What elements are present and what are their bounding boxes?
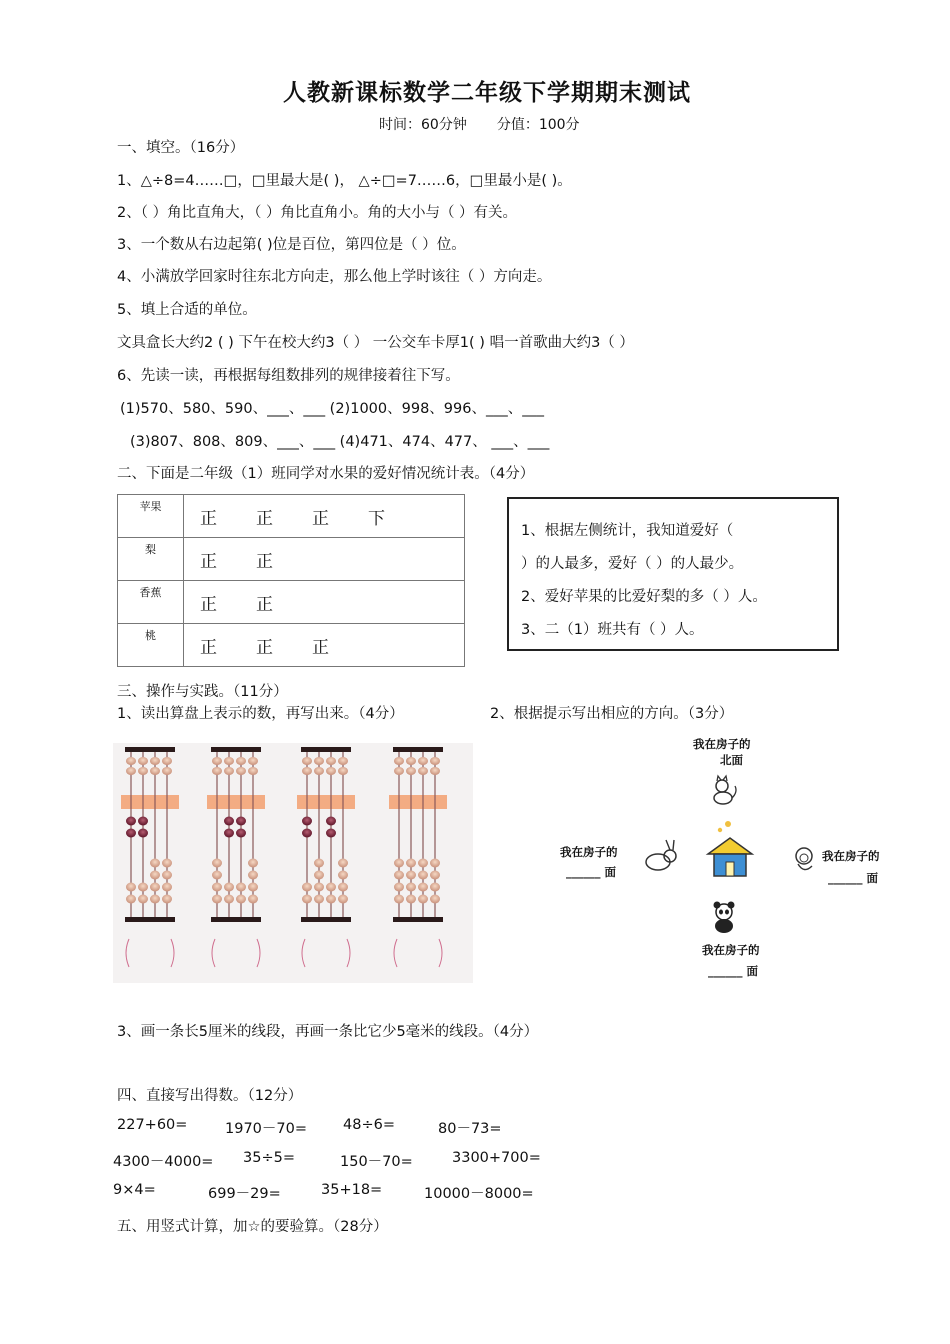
abacus <box>389 747 447 967</box>
north-label-1: 我在房子的 <box>693 737 751 751</box>
box-line-2: ）的人最多，爱好（ ）的人最少。 <box>521 556 744 572</box>
fruit-name: 梨 <box>118 538 184 581</box>
question-3-2: 2、根据提示写出相应的方向。（3分） <box>490 706 734 722</box>
question-1-6-b: (3)807、808、809、___、___ (4)471、474、477、 ___、___ <box>130 434 550 450</box>
sparkle-icon <box>718 821 731 832</box>
tally: 正 <box>200 551 217 572</box>
question-1-6: 6、先读一读，再根据每组数排列的规律接着往下写。 <box>117 368 460 384</box>
calc-cell: 1970－70= <box>225 1121 308 1137</box>
statistics-questions-box <box>507 497 839 651</box>
tally: 正 <box>200 637 217 658</box>
tally: 正 <box>200 508 217 529</box>
east-label-2: ______ 面 <box>828 871 879 885</box>
panda-icon <box>714 902 735 934</box>
page-title: 人教新课标数学二年级下学期期末测试 <box>283 80 691 106</box>
section4-heading: 四、直接写出得数。（12分） <box>117 1088 303 1104</box>
question-1-4: 4、小满放学回家时往东北方向走，那么他上学时该往（ ）方向走。 <box>117 269 552 285</box>
exam-time: 时间：60分钟 <box>379 117 467 133</box>
question-3-1: 1、读出算盘上表示的数，再写出来。（4分） <box>117 706 404 722</box>
table-row <box>118 581 465 624</box>
box-line-3: 2、爱好苹果的比爱好梨的多（ ）人。 <box>521 589 767 605</box>
calc-cell: 699－29= <box>208 1186 281 1202</box>
abacus <box>121 747 179 967</box>
tally: 正 <box>256 508 273 529</box>
calc-cell: 35+18= <box>321 1182 383 1198</box>
fruit-name: 苹果 <box>118 495 184 538</box>
table-row <box>118 538 465 581</box>
calc-cell: 80－73= <box>438 1121 502 1137</box>
south-label-2: ______ 面 <box>708 964 759 978</box>
fruit-name: 香蕉 <box>118 581 184 624</box>
tally: 正 <box>312 637 329 658</box>
tally-marks <box>184 538 465 581</box>
fruit-tally-table <box>117 494 465 667</box>
tally: 正 <box>256 551 273 572</box>
section3-heading: 三、操作与实践。（11分） <box>117 684 288 700</box>
calc-cell: 48÷6= <box>343 1117 395 1133</box>
direction-diagram <box>540 730 910 990</box>
section1-heading: 一、填空。（16分） <box>117 140 245 156</box>
west-label-2: ______ 面 <box>566 865 617 879</box>
calc-cell: 227+60= <box>117 1117 188 1133</box>
section2-heading: 二、下面是二年级（1）班同学对水果的爱好情况统计表。（4分） <box>117 466 535 482</box>
calc-cell: 3300+700= <box>452 1150 541 1166</box>
west-label-1: 我在房子的 <box>560 845 618 859</box>
question-1-3: 3、一个数从右边起第( )位是百位，第四位是（ ）位。 <box>117 237 466 253</box>
calc-cell: 150－70= <box>340 1154 413 1170</box>
abacus-images <box>113 743 473 983</box>
east-label-1: 我在房子的 <box>822 849 880 863</box>
tally: 正 <box>312 508 329 529</box>
table-row <box>118 624 465 667</box>
abacus <box>207 747 265 967</box>
calc-cell: 4300－4000= <box>113 1154 214 1170</box>
question-1-2: 2、（ ）角比直角大，（ ）角比直角小。角的大小与（ ）有关。 <box>117 205 518 221</box>
house-icon <box>708 838 752 876</box>
calc-cell: 10000－8000= <box>424 1186 534 1202</box>
tally: 正 <box>256 637 273 658</box>
question-1-5-items: 文具盒长大约2 ( ) 下午在校大约3（ ） 一公交车卡厚1( ) 唱一首歌曲大约3（ ） <box>117 335 634 351</box>
box-line-4: 3、二（1）班共有（ ）人。 <box>521 622 704 638</box>
cat-icon <box>714 776 736 804</box>
section5-heading: 五、用竖式计算，加☆的要验算。（28分） <box>117 1219 388 1235</box>
north-label-2: 北面 <box>720 753 743 767</box>
tally-marks <box>184 581 465 624</box>
table-row <box>118 495 465 538</box>
monkey-icon <box>796 848 812 870</box>
box-line-1: 1、根据左侧统计，我知道爱好（ <box>521 523 734 539</box>
calc-cell: 35÷5= <box>243 1150 295 1166</box>
subtitle <box>379 114 610 134</box>
question-1-5: 5、填上合适的单位。 <box>117 302 257 318</box>
abacus <box>297 747 355 967</box>
tally-marks <box>184 495 465 538</box>
tally: 正 <box>200 594 217 615</box>
tally: 正 <box>256 594 273 615</box>
calc-cell: 9×4= <box>113 1182 156 1198</box>
fruit-name: 桃 <box>118 624 184 667</box>
abacus-illustration <box>113 743 473 983</box>
rabbit-icon <box>646 840 676 870</box>
question-1-6-a: (1)570、580、590、___、___ (2)1000、998、996、___、___ <box>120 401 544 417</box>
question-3-3: 3、画一条长5厘米的线段，再画一条比它少5毫米的线段。（4分） <box>117 1024 539 1040</box>
animals-and-house <box>540 730 910 990</box>
tally: 下 <box>368 508 385 529</box>
tally-marks <box>184 624 465 667</box>
exam-score: 分值：100分 <box>496 117 580 133</box>
question-1-1: 1、△÷8=4……□，□里最大是( )， △÷□=7……6，□里最小是( )。 <box>117 173 572 189</box>
south-label-1: 我在房子的 <box>702 943 760 957</box>
